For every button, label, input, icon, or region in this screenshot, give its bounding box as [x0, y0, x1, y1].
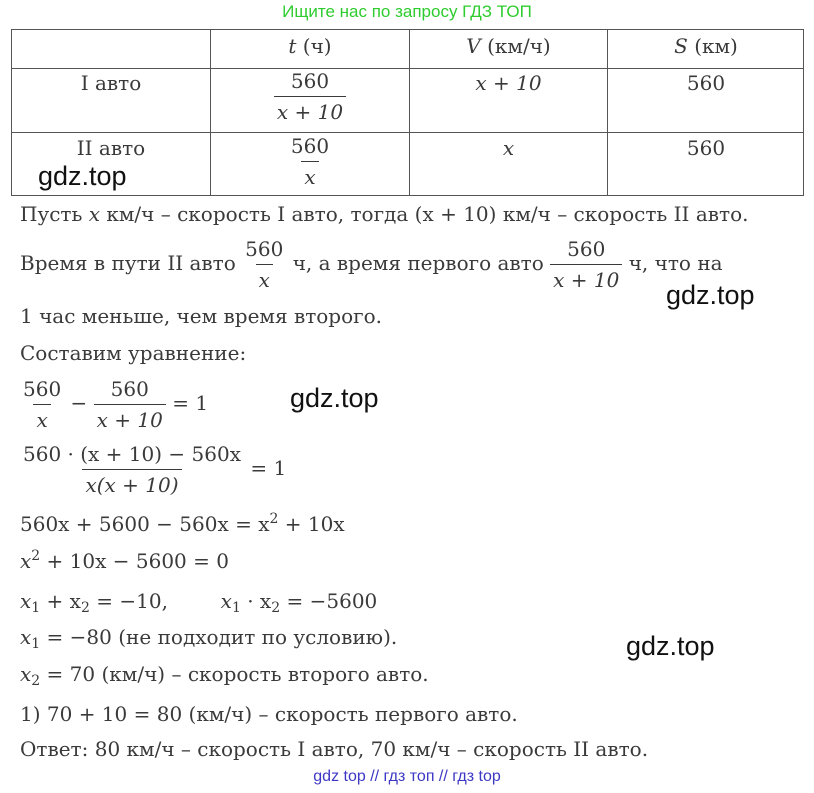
bottom-links[interactable]: gdz top // гдз топ // гдз top	[313, 768, 501, 785]
equation-4: $x^2 + 10x - 5600 = 0$	[20, 548, 229, 573]
header-speed: V (км/ч)	[466, 34, 551, 58]
less-statement: 1 час меньше, чем время второго.	[20, 304, 383, 328]
row2-time: $\frac{560}{x}$	[211, 131, 409, 192]
row1-distance: 560	[686, 71, 726, 95]
step-1: 1) 70 + 10 = 80 (км/ч) – скорость первого авто.	[20, 702, 518, 726]
row2-speed: x	[502, 136, 515, 160]
equation-3: $560x + 5600 - 560x = x^2 + 10x$	[20, 511, 345, 536]
row2-label: II авто	[76, 136, 146, 160]
let-statement: Пусть x км/ч – скорость I авто, тогда (x + 10) км/ч – скорость II авто.	[20, 202, 749, 226]
answer: Ответ: 80 км/ч – скорость I авто, 70 км/ч – скорость II авто.	[20, 737, 649, 761]
equation-1: $\frac{560}{x}$ − $\frac{560}{x + 10}$ = 1	[20, 374, 208, 435]
watermark: gdz.top	[626, 631, 715, 661]
row2-distance: 560	[686, 136, 726, 160]
vieta-equations: $x_1 + x_2 = -10$, $x_1 \cdot x_2 = -5600$	[20, 589, 378, 616]
time-statement: Время в пути II авто $\frac{560}{x}$ ч, а время первого авто $\frac{560}{x + 10}$ ч, что на	[20, 234, 723, 295]
header-time: t (ч)	[288, 34, 332, 58]
watermark: gdz.top	[290, 383, 379, 413]
row1-label: I авто	[80, 71, 142, 95]
header-distance: S (км)	[674, 34, 738, 58]
motion-table	[11, 29, 804, 196]
equation-2: $\frac{560 \cdot (x + 10) - 560x}{x(x + 10)}$ = 1	[20, 439, 286, 500]
watermark: gdz.top	[666, 280, 755, 310]
row1-speed: x + 10	[475, 71, 542, 95]
row1-time: $\frac{560}{x + 10}$	[211, 66, 409, 127]
compose-heading: Составим уравнение:	[20, 341, 247, 365]
root-1: $x_1 = -80$ (не подходит по условию).	[20, 625, 398, 652]
watermark: gdz.top	[38, 161, 127, 191]
top-search-link[interactable]: Ищите нас по запросу ГДЗ ТОП	[282, 2, 532, 21]
root-2: $x_2 = 70$ (км/ч) – скорость второго авто.	[20, 662, 429, 689]
